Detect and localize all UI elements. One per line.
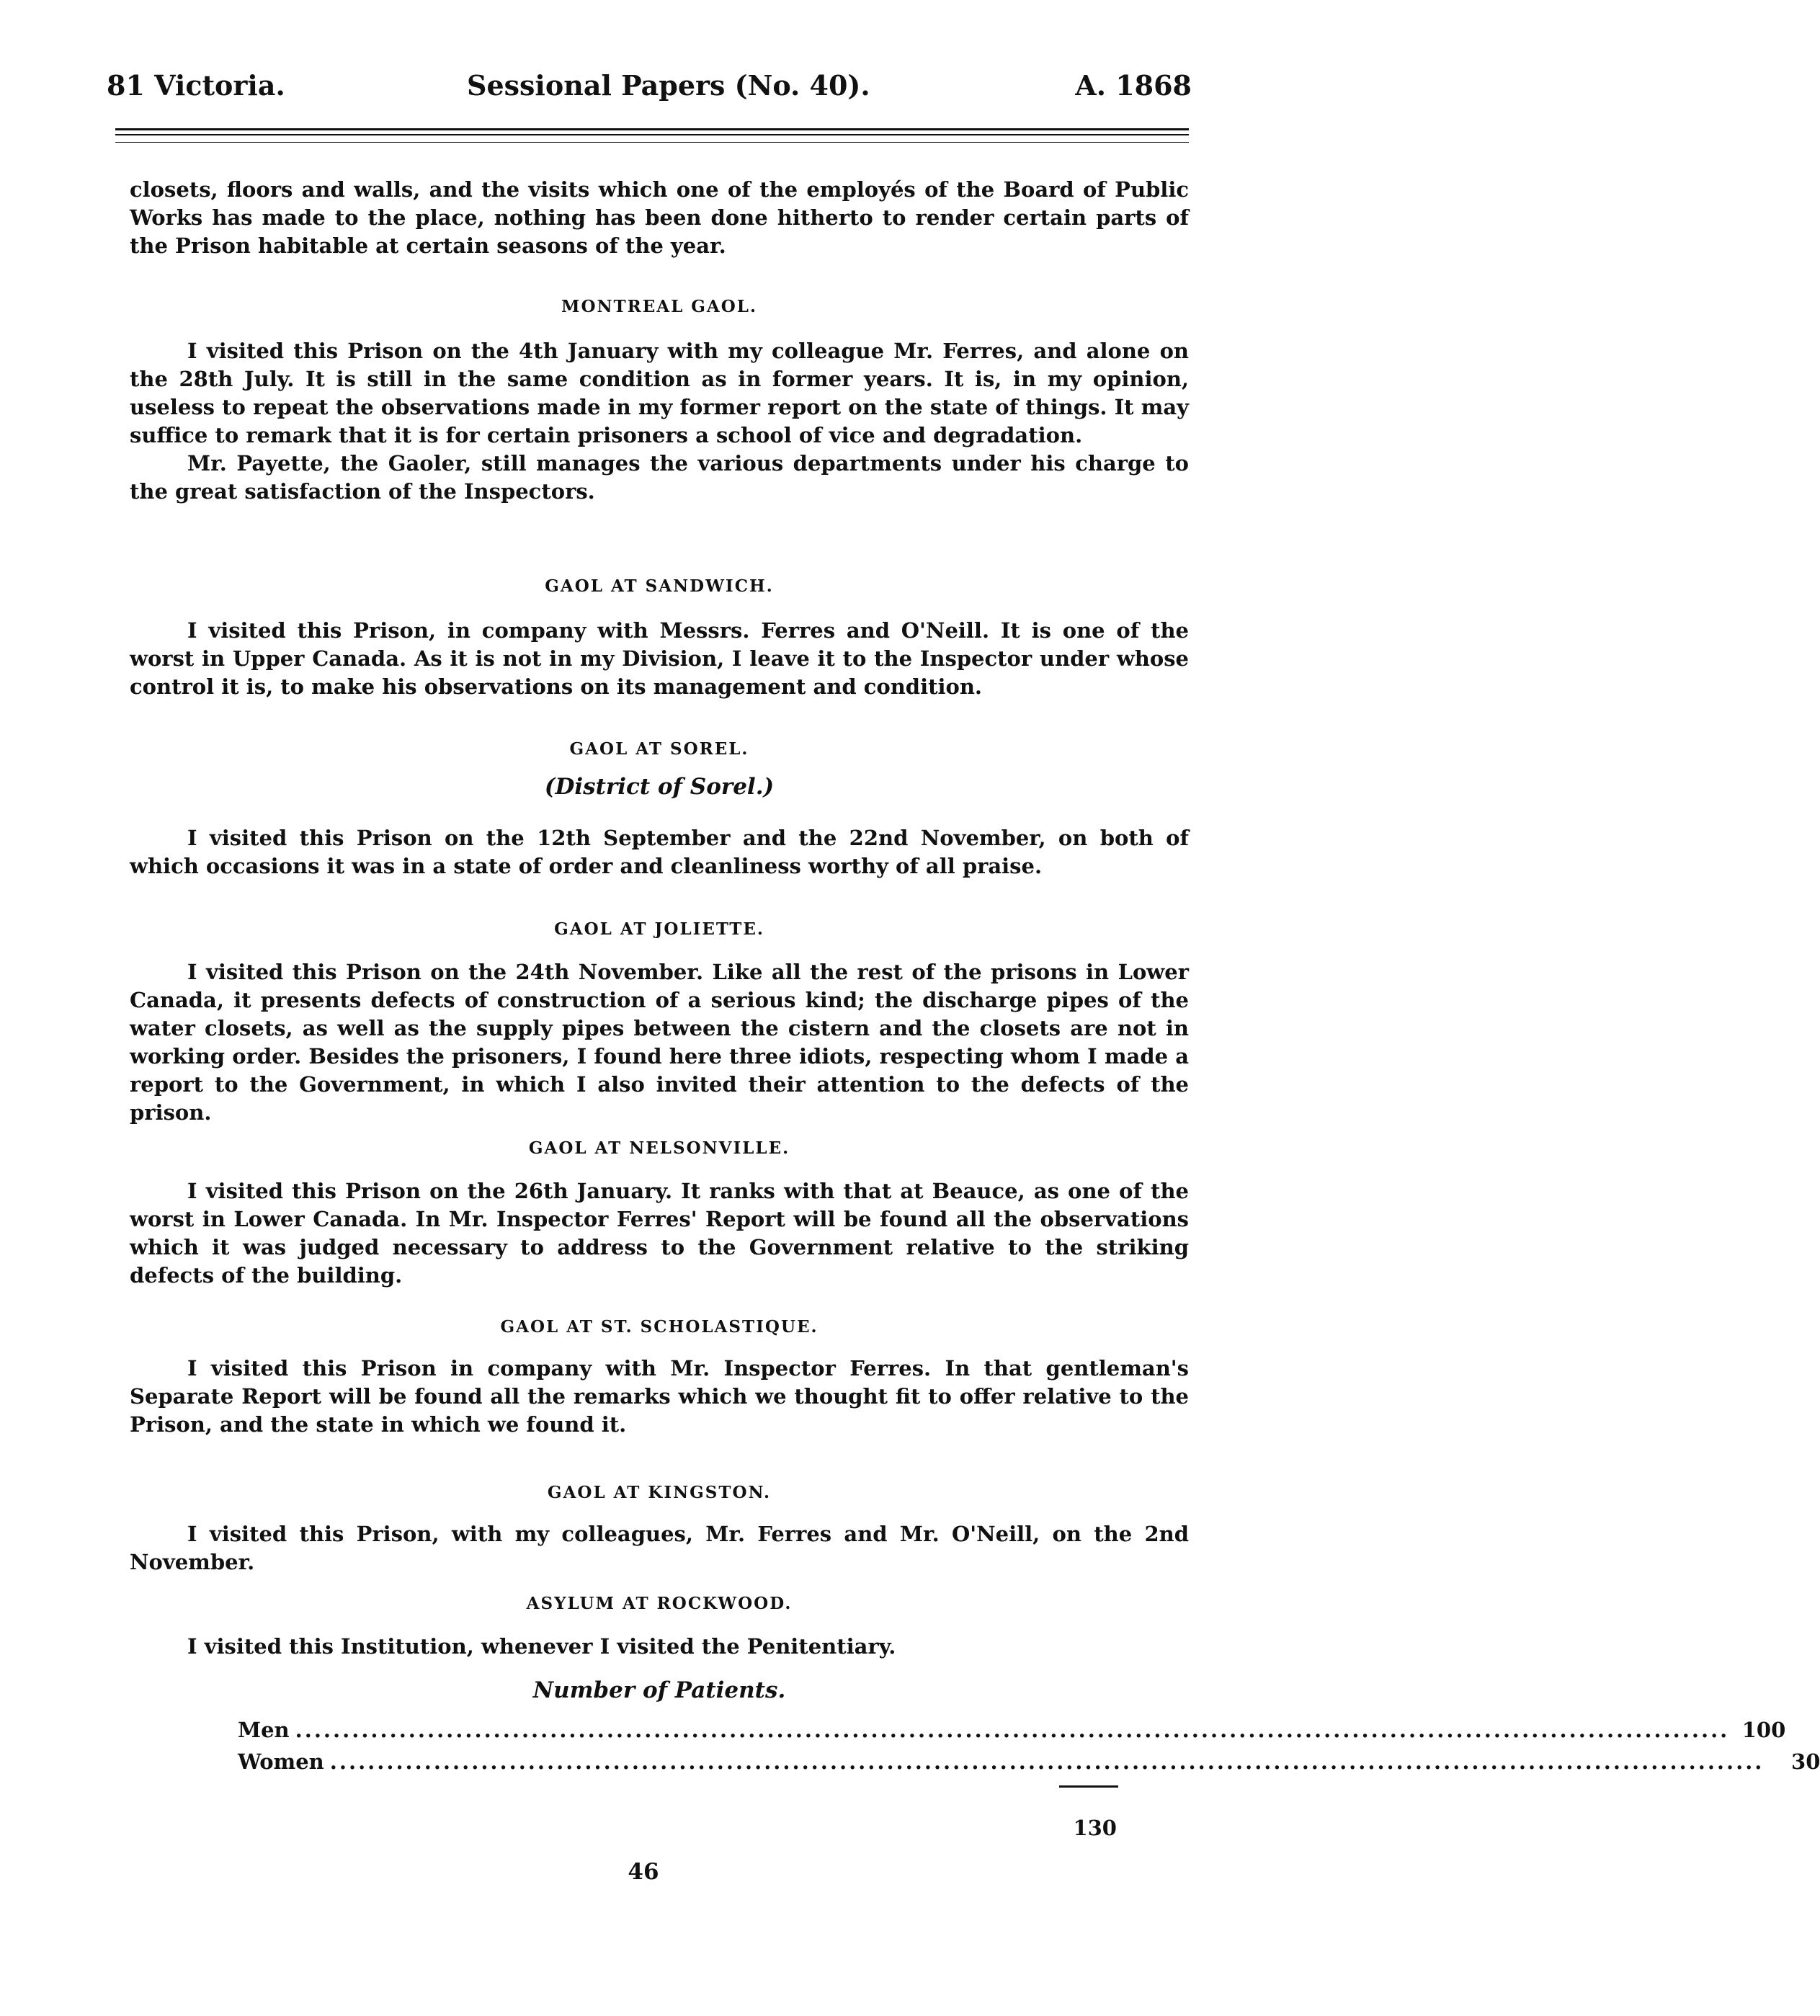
joliette-block — [130, 958, 1189, 1127]
nelsonville-paragraph: I visited this Prison on the 26th January. It ranks with that at Beauce, as one of the worst in Lower Canada. In Mr. Inspector Ferres' Report will be found all the observations which it was judged necessary to address to the Government relative to the striking defects of the building. — [130, 1179, 1189, 1288]
header-rule — [115, 128, 1189, 130]
rockwood-block — [130, 1633, 1189, 1661]
section-subheading-sorel: (District of Sorel.) — [544, 774, 775, 800]
table-row — [238, 1749, 1820, 1781]
running-header — [107, 69, 1192, 112]
patients-table — [238, 1718, 1820, 1781]
section-heading-sorel: GAOL AT SOREL. — [569, 739, 749, 759]
patients-total: 130 — [1073, 1816, 1117, 1840]
row-value: 30 — [1791, 1749, 1820, 1774]
leader-dots: ........................................................................................................................................................ — [329, 1749, 1765, 1774]
section-heading-kingston: GAOL AT KINGSTON. — [547, 1483, 772, 1502]
kingston-block — [130, 1520, 1189, 1576]
scholastique-block — [130, 1355, 1189, 1439]
sandwich-paragraph: I visited this Prison, in company with Messrs. Ferres and O'Neill. It is one of the worst in Upper Canada. As it is not in my Division, I leave it to the Inspector under whose control it is, to make his observations on its management and condition. — [130, 618, 1189, 699]
nelsonville-block — [130, 1177, 1189, 1290]
total-rule — [1059, 1785, 1118, 1788]
rockwood-paragraph: I visited this Institution, whenever I visited the Penitentiary. — [187, 1634, 896, 1659]
row-label: Men — [238, 1718, 290, 1742]
section-heading-montreal: MONTREAL GAOL. — [561, 297, 757, 316]
intro-paragraph: closets, floors and walls, and the visits which one of the employés of the Board of Public Works has made to the place, nothing has been done hitherto to render certain parts of the Prison habitable at certain seasons of the year. — [130, 177, 1189, 258]
patients-table-title: Number of Patients. — [532, 1677, 786, 1703]
section-heading-sandwich: GAOL AT SANDWICH. — [545, 576, 774, 596]
row-label: Women — [238, 1749, 324, 1774]
header-rule — [115, 142, 1189, 143]
header-year: A. 1868 — [1075, 69, 1192, 102]
row-value: 100 — [1741, 1718, 1786, 1742]
montreal-paragraph-2: Mr. Payette, the Gaoler, still manages the various departments under his charge to the great satisfaction of the Inspectors. — [130, 451, 1189, 504]
joliette-paragraph: I visited this Prison on the 24th November. Like all the rest of the prisons in Lower Canada, it presents defects of construction of a serious kind; the discharge pipes of the water closets, as well as the supply pipes between the cistern and the closets are not in working order. Besides the prisoners, I found here three idiots, respecting whom I made a report to the Government, in which I also invited their attention to the defects of the prison. — [130, 960, 1189, 1125]
section-heading-rockwood: ASYLUM AT ROCKWOOD. — [526, 1594, 793, 1613]
sorel-paragraph: I visited this Prison on the 12th September and the 22nd November, on both of which occasions it was in a state of order and cleanliness worthy of all praise. — [130, 826, 1189, 878]
section-heading-scholastique: GAOL AT ST. SCHOLASTIQUE. — [500, 1317, 818, 1337]
section-heading-nelsonville: GAOL AT NELSONVILLE. — [528, 1138, 790, 1158]
scholastique-paragraph: I visited this Prison in company with Mr. Inspector Ferres. In that gentleman's Separate Report will be found all the remarks which we thought fit to offer relative to the Prison, and the state in which we found it. — [130, 1356, 1189, 1437]
sandwich-block — [130, 617, 1189, 701]
montreal-paragraph-1: I visited this Prison on the 4th January with my colleague Mr. Ferres, and alone on the 28th July. It is still in the same condition as in former years. It is, in my opinion, useless to repeat the observations made in my former report on the state of things. It may suffice to remark that it is for certain prisoners a school of vice and degradation. — [130, 339, 1189, 447]
header-rule — [115, 134, 1189, 135]
montreal-block — [130, 337, 1189, 506]
header-title: Sessional Papers (No. 40). — [467, 69, 870, 102]
page-number: 46 — [628, 1859, 659, 1885]
sorel-block — [130, 824, 1189, 880]
table-row — [238, 1718, 1786, 1749]
section-heading-joliette: GAOL AT JOLIETTE. — [554, 919, 764, 939]
header-session: 81 Victoria. — [107, 69, 285, 102]
intro-block — [130, 176, 1189, 260]
leader-dots: ........................................................................................................................................................ — [295, 1718, 1730, 1742]
kingston-paragraph: I visited this Prison, with my colleagues, Mr. Ferres and Mr. O'Neill, on the 2nd November. — [130, 1522, 1189, 1574]
